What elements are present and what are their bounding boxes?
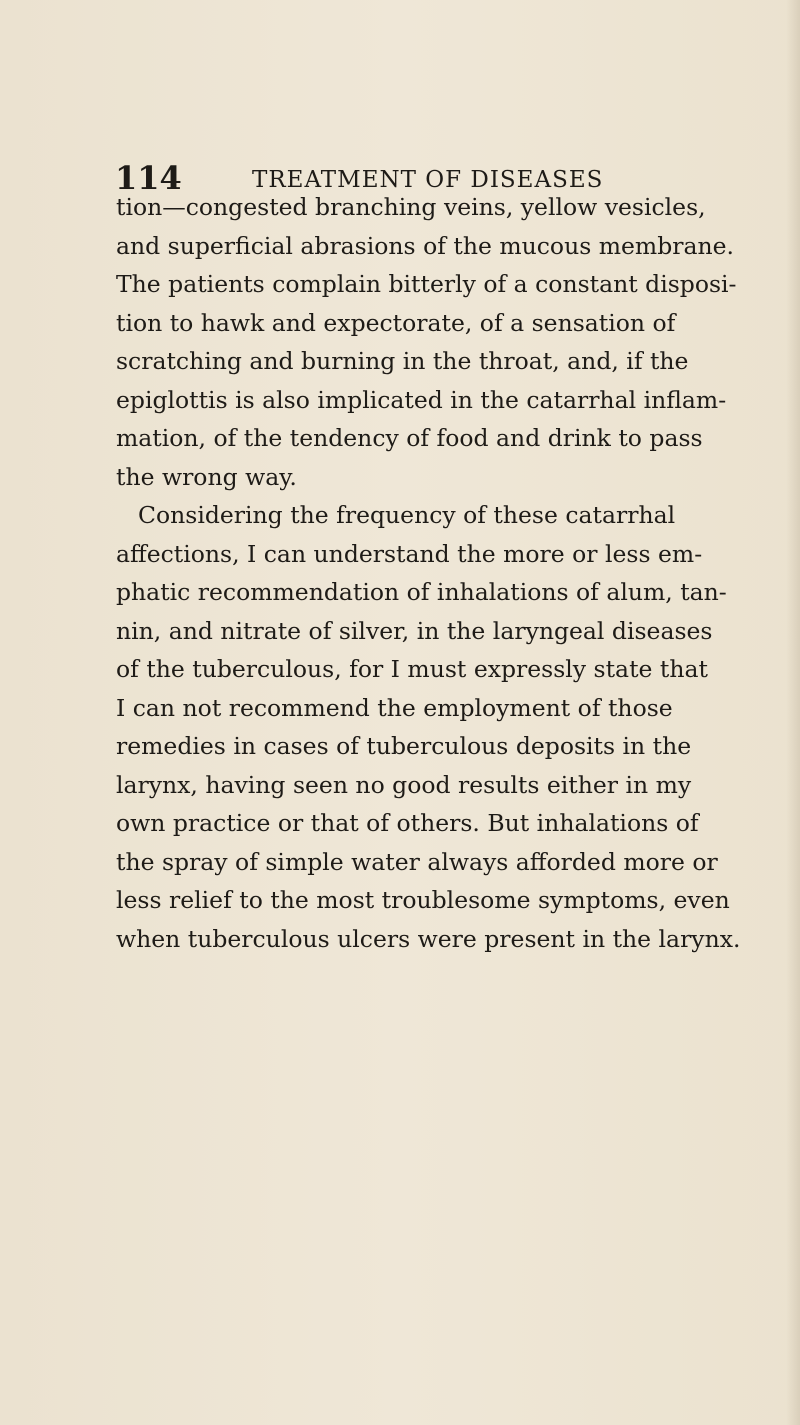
text-line: tion to hawk and expectorate, of a sensation of — [116, 308, 676, 337]
text-line: the wrong way. — [116, 462, 297, 491]
text-line: scratching and burning in the throat, and, if the — [116, 347, 689, 375]
text-line: the spray of simple water always afforded more or — [116, 847, 718, 876]
text-line: of the tuberculous, for I must expressly state that — [116, 655, 708, 683]
page-number: 114 — [115, 159, 182, 197]
text-line: Considering the frequency of these catarrhal — [138, 501, 676, 529]
text-line: and superficial abrasions of the mucous membrane. — [116, 231, 735, 260]
text-line: remedies in cases of tuberculous deposits in the — [116, 732, 692, 760]
text-line: less relief to the most troublesome symptoms, even — [116, 886, 730, 914]
text-line: when tuberculous ulcers were present in the larynx. — [116, 924, 741, 953]
text-line: mation, of the tendency of food and drink to pass — [116, 424, 703, 452]
text-line: I can not recommend the employment of those — [116, 693, 673, 722]
text-line: The patients complain bitterly of a constant disposi- — [116, 270, 737, 298]
text-line: tion—congested branching veins, yellow vesicles, — [116, 193, 706, 221]
running-head: TREATMENT OF DISEASES — [252, 167, 604, 193]
page-edge-shadow — [786, 0, 800, 1425]
text-line: larynx, having seen no good results either in my — [116, 770, 692, 799]
text-line: affections, I can understand the more or less em- — [116, 539, 703, 568]
text-line: own practice or that of others. But inhalations of — [116, 809, 699, 837]
text-line: nin, and nitrate of silver, in the laryngeal diseases — [116, 616, 713, 645]
body-text — [116, 188, 741, 958]
text-line: phatic recommendation of inhalations of alum, tan- — [116, 578, 727, 606]
text-line: epiglottis is also implicated in the catarrhal inflam- — [116, 385, 727, 414]
